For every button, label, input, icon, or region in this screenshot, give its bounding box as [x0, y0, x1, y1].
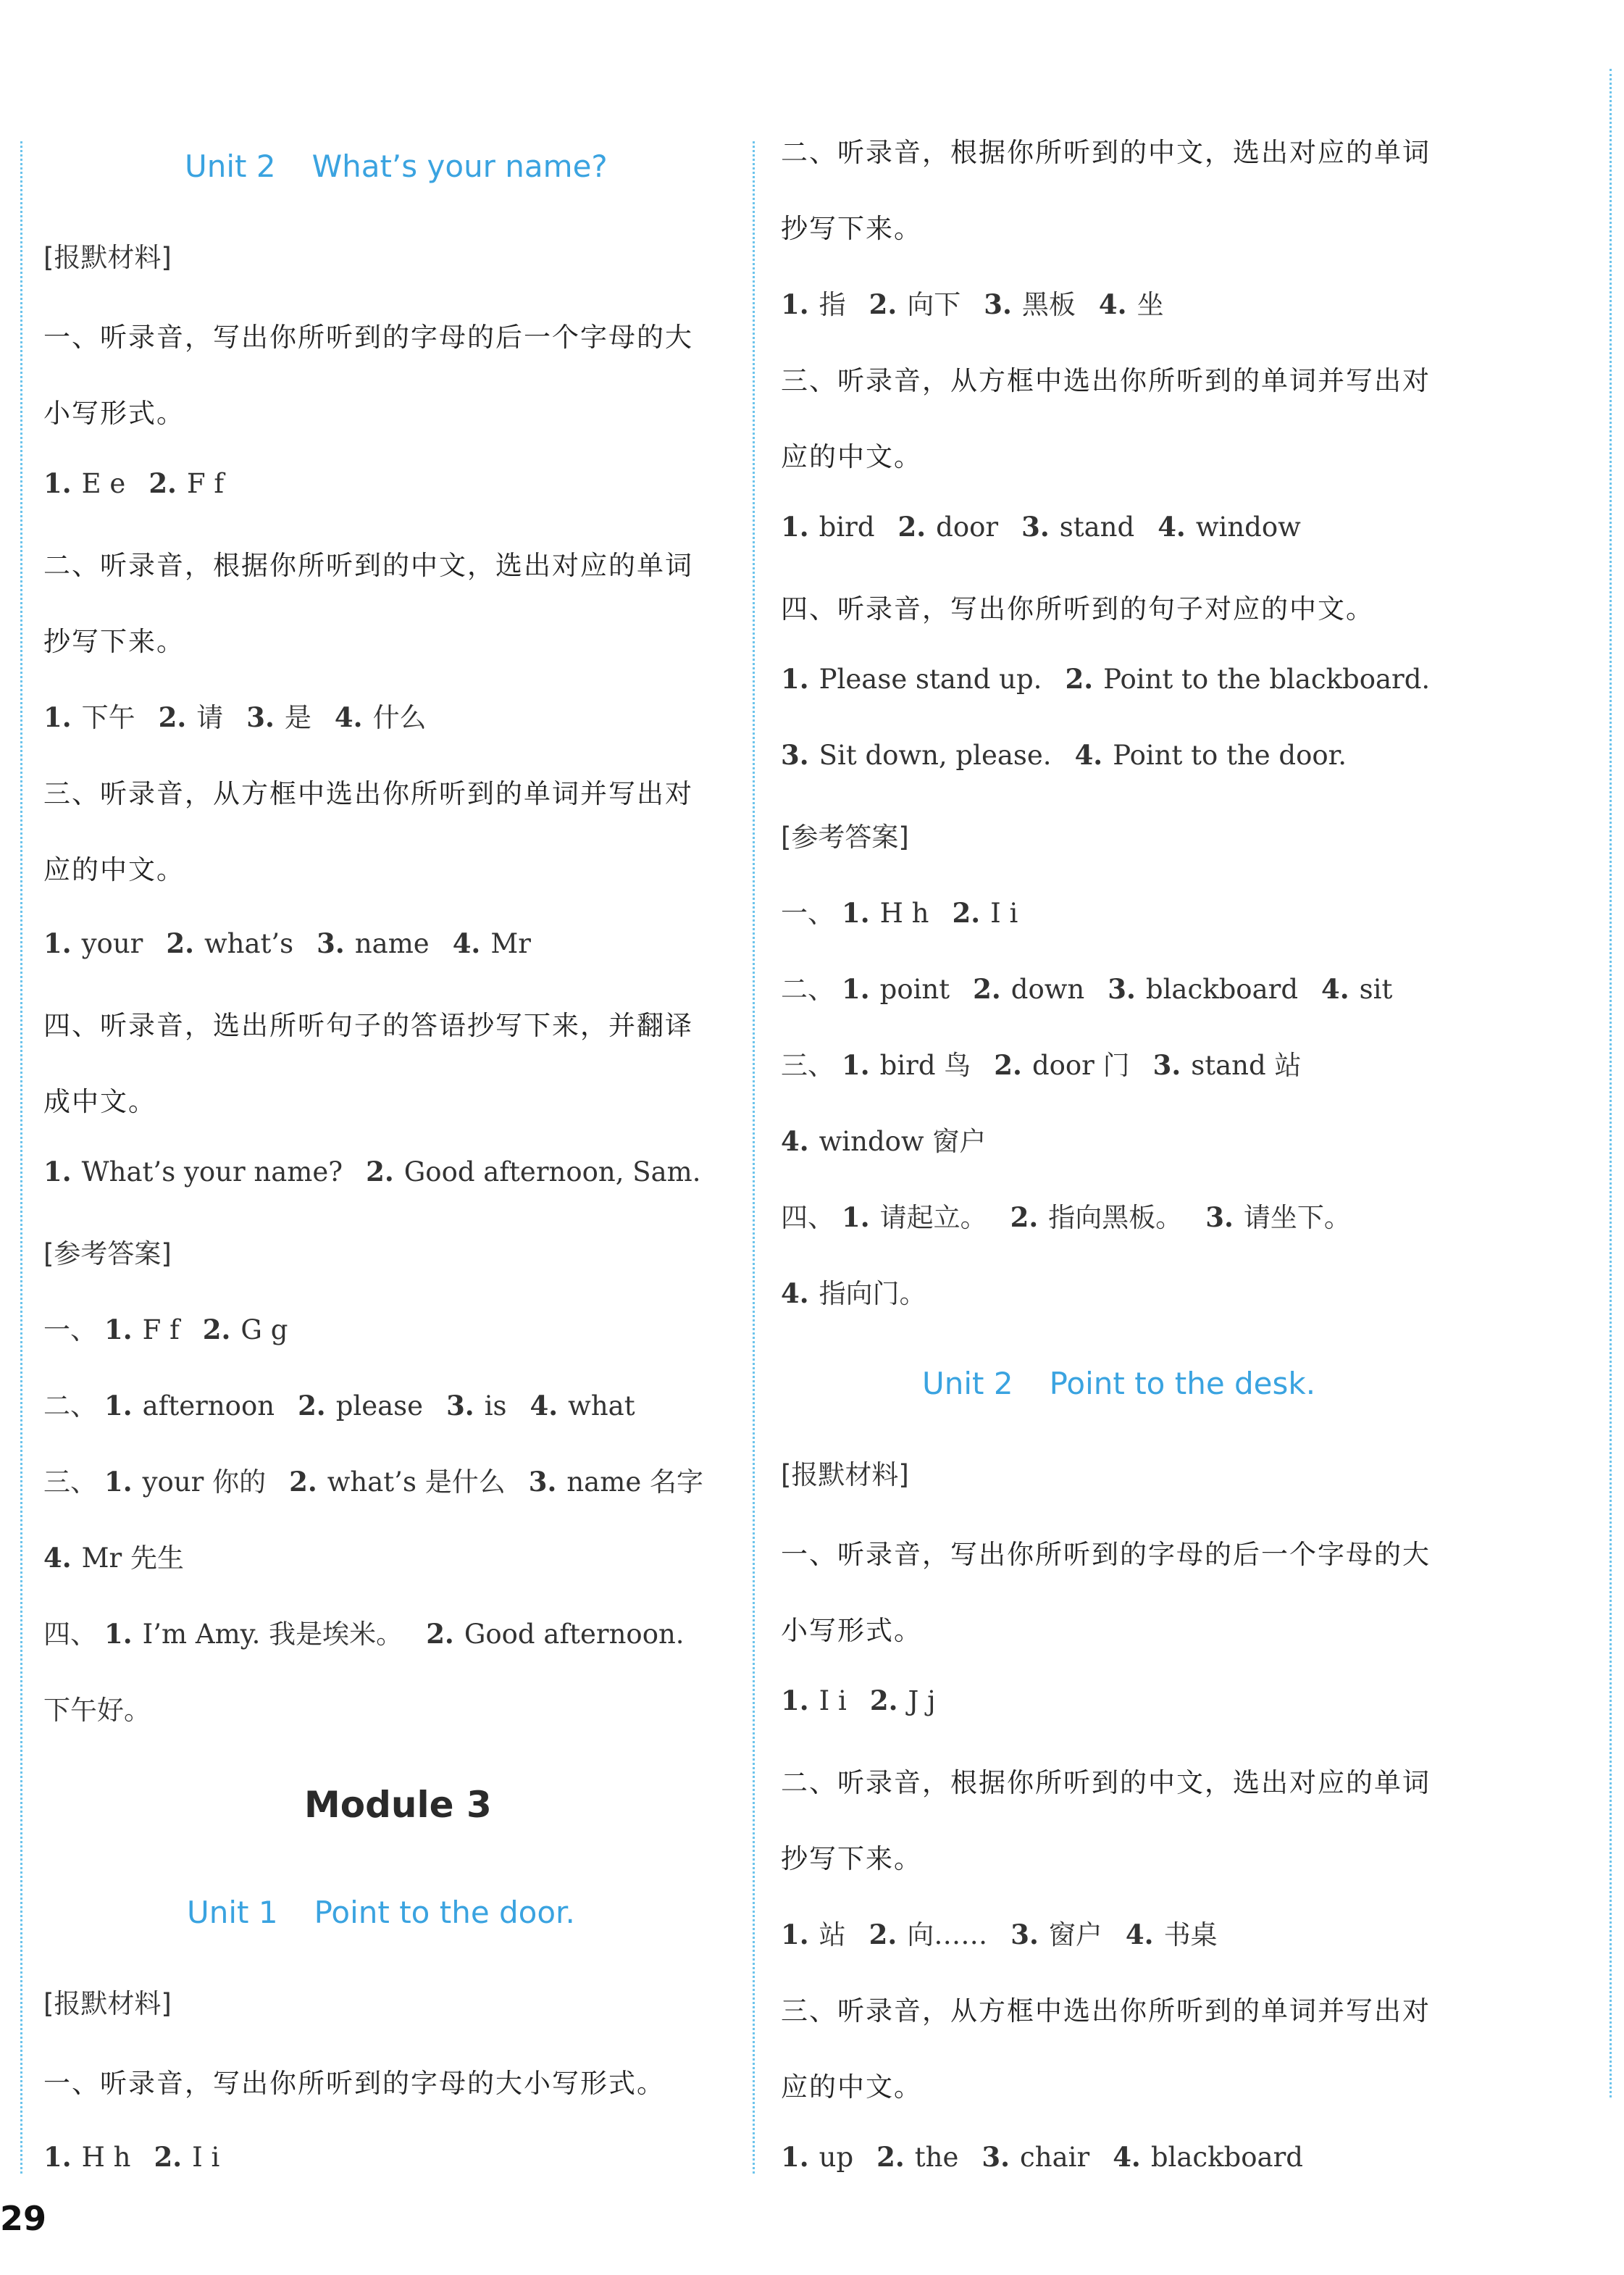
item-number: 1. — [781, 1919, 809, 1950]
item-text: up — [819, 2142, 854, 2173]
answer-line — [43, 1460, 703, 1499]
answer-item — [203, 1314, 288, 1345]
answer-item — [317, 927, 430, 959]
item-text: Good afternoon. — [464, 1619, 685, 1650]
answer-prefix: 三、 — [781, 1050, 834, 1081]
item-number: 1. — [104, 1314, 133, 1345]
answer-item — [781, 2141, 853, 2173]
item-number: 1. — [104, 1618, 133, 1650]
answer-item — [43, 696, 135, 735]
unit-label: Unit 2 — [185, 149, 276, 184]
answer-item — [43, 467, 125, 499]
item-number: 2. — [289, 1466, 317, 1498]
answer-item — [289, 1460, 506, 1499]
item-text: Point to the door. — [1113, 740, 1347, 771]
item-text: 指 — [819, 289, 846, 320]
item-number: 4. — [1074, 739, 1103, 771]
item-number: 1. — [781, 288, 809, 320]
unit-heading — [185, 149, 608, 184]
answer-item — [981, 2141, 1089, 2173]
answer-line — [781, 1685, 936, 1716]
item-text: I’m Amy. 我是埃米。 — [142, 1619, 403, 1650]
answer-line — [781, 1272, 926, 1311]
item-number: 2. — [869, 1685, 898, 1716]
item-number: 2. — [876, 2141, 905, 2173]
item-text: name 名字 — [566, 1466, 703, 1498]
item-text: H h — [81, 2142, 131, 2173]
answer-line — [781, 283, 1164, 322]
answer-item — [154, 2141, 220, 2173]
answer-item — [1108, 973, 1298, 1005]
question-line: 一、听录音，写出你所听到的字母的后一个字母的大 — [43, 322, 693, 353]
section-tag: [参考答案] — [781, 822, 909, 853]
item-number: 1. — [43, 927, 72, 959]
answer-item — [246, 696, 311, 735]
item-text: 下午 — [81, 702, 135, 733]
item-text: what’s 是什么 — [327, 1466, 506, 1498]
item-text: Point to the blackboard. — [1103, 664, 1431, 695]
item-number: 2. — [868, 288, 897, 320]
answer-item — [953, 897, 1018, 929]
item-text: door — [936, 512, 999, 543]
item-number: 1. — [842, 1201, 870, 1233]
item-text: bird 鸟 — [879, 1050, 971, 1081]
item-text: 指向门。 — [819, 1278, 926, 1309]
answer-item — [43, 1156, 343, 1187]
answer-line — [781, 1043, 1301, 1082]
item-text: G g — [240, 1314, 288, 1345]
section-tag: [报默材料] — [43, 1988, 172, 2019]
item-text: F f — [142, 1314, 180, 1345]
item-number: 1. — [781, 663, 809, 695]
item-text: What’s your name? — [81, 1156, 343, 1187]
item-number: 2. — [202, 1314, 231, 1345]
answer-item — [876, 2141, 958, 2173]
answer-item — [1158, 511, 1301, 543]
right-margin-divider — [1610, 69, 1612, 2097]
item-text: door 门 — [1031, 1050, 1130, 1081]
answer-item — [530, 1390, 635, 1422]
answer-line — [781, 1913, 1218, 1952]
item-text: chair — [1020, 2142, 1090, 2173]
item-number: 4. — [1113, 2141, 1141, 2173]
page-number: 29 — [0, 2199, 47, 2238]
item-text: name — [354, 928, 430, 959]
answer-item — [104, 1390, 275, 1422]
answer-item — [453, 927, 531, 959]
item-number: 2. — [897, 511, 926, 543]
left-margin-divider — [20, 141, 22, 2174]
answer-item — [781, 511, 875, 543]
item-number: 3. — [981, 2141, 1010, 2173]
item-text: 书桌 — [1163, 1919, 1218, 1950]
answer-item — [159, 696, 224, 735]
item-number: 2. — [1065, 663, 1094, 695]
answer-line — [43, 2141, 219, 2173]
item-number: 4. — [43, 1542, 72, 1574]
unit-heading — [922, 1366, 1315, 1401]
answer-item — [166, 927, 293, 959]
section-tag: [参考答案] — [43, 1238, 172, 1269]
item-number: 3. — [246, 701, 275, 733]
answer-item — [781, 283, 846, 322]
item-number: 4. — [781, 1125, 809, 1157]
item-number: 1. — [781, 1685, 809, 1716]
item-text: 什么 — [372, 702, 427, 733]
question-line: 一、听录音，写出你所听到的字母的后一个字母的大 — [781, 1539, 1431, 1570]
answer-prefix: 一、 — [43, 1314, 97, 1345]
item-number: 2. — [994, 1049, 1022, 1081]
item-text: Good afternoon, Sam. — [403, 1156, 701, 1187]
item-text: your — [81, 928, 143, 959]
item-text: F f — [186, 468, 225, 499]
item-text: H h — [879, 898, 929, 929]
item-number: 3. — [1108, 973, 1136, 1005]
item-number: 1. — [104, 1466, 133, 1498]
item-text: 窗户 — [1048, 1919, 1102, 1950]
answer-item — [104, 1314, 180, 1345]
item-text: Mr — [490, 928, 531, 959]
answer-line — [781, 739, 1347, 771]
answer-line — [781, 891, 1018, 930]
item-number: 1. — [842, 973, 870, 1005]
question-line: 小写形式。 — [781, 1615, 922, 1646]
answer-prefix: 一、 — [781, 898, 834, 929]
item-number: 1. — [781, 2141, 809, 2173]
answer-prefix: 三、 — [43, 1466, 97, 1498]
question-line: 三、听录音，从方框中选出你所听到的单词并写出对 — [43, 778, 693, 809]
answer-line — [43, 927, 531, 959]
unit-title: Point to the desk. — [1049, 1366, 1316, 1401]
question-line: 三、听录音，从方框中选出你所听到的单词并写出对 — [781, 1995, 1431, 2026]
unit-title: Point to the door. — [314, 1895, 575, 1930]
item-text: Please stand up. — [819, 664, 1042, 695]
center-column-divider — [753, 141, 755, 2174]
answer-prefix: 二、 — [781, 974, 834, 1005]
item-number: 4. — [1125, 1919, 1154, 1950]
item-number: 3. — [1010, 1919, 1039, 1950]
answer-line — [781, 1119, 986, 1159]
item-text: 请坐下。 — [1243, 1202, 1351, 1233]
item-number: 3. — [1152, 1049, 1181, 1081]
item-text: 坐 — [1137, 289, 1164, 320]
item-number: 3. — [1021, 511, 1050, 543]
item-text: Sit down, please. — [819, 740, 1052, 771]
answer-item — [446, 1390, 506, 1422]
item-text: what’s — [204, 928, 294, 959]
item-text: down — [1010, 974, 1085, 1005]
answer-item — [994, 1043, 1129, 1082]
item-number: 2. — [1010, 1201, 1039, 1233]
unit-title: What’s your name? — [311, 149, 608, 184]
item-number: 2. — [154, 2141, 183, 2173]
item-number: 2. — [166, 927, 194, 959]
answer-item — [104, 1460, 266, 1499]
item-text: sit — [1359, 974, 1393, 1005]
item-number: 2. — [298, 1390, 326, 1422]
answer-item — [781, 1119, 986, 1159]
answer-item — [869, 283, 961, 322]
question-line: 应的中文。 — [43, 854, 185, 885]
item-number: 4. — [530, 1390, 558, 1422]
item-text: J j — [908, 1685, 936, 1716]
answer-item — [426, 1618, 684, 1650]
answer-item — [1153, 1043, 1302, 1082]
item-text: Mr 先生 — [81, 1543, 184, 1574]
item-number: 3. — [984, 288, 1012, 320]
answer-item — [842, 1195, 987, 1235]
answer-item — [781, 663, 1042, 695]
item-text: bird — [819, 512, 875, 543]
item-number: 3. — [1205, 1201, 1234, 1233]
answer-item — [104, 1612, 403, 1651]
answer-item — [781, 1913, 846, 1952]
answer-line — [43, 1536, 184, 1575]
answer-item — [148, 467, 224, 499]
unit-label: Unit 2 — [922, 1366, 1013, 1401]
item-number: 1. — [43, 701, 72, 733]
item-text: I i — [192, 2142, 220, 2173]
answer-item — [781, 739, 1052, 771]
answer-prefix: 二、 — [43, 1390, 97, 1422]
question-line: 二、听录音，根据你所听到的中文，选出对应的单词 — [781, 1767, 1431, 1798]
question-line: 小写形式。 — [43, 398, 185, 429]
item-text: please — [335, 1390, 424, 1422]
item-text: 是 — [284, 702, 311, 733]
question-line: 四、听录音，写出你所听到的句子对应的中文。 — [781, 593, 1374, 625]
item-number: 4. — [1321, 973, 1349, 1005]
answer-item — [529, 1460, 703, 1499]
answer-item — [870, 1685, 936, 1716]
question-line: 应的中文。 — [781, 2071, 922, 2103]
item-number: 3. — [317, 927, 345, 959]
item-number: 2. — [868, 1919, 897, 1950]
answer-item — [842, 973, 950, 1005]
answer-line — [781, 2141, 1303, 2173]
answer-item — [1113, 2141, 1303, 2173]
item-text: blackboard — [1150, 2142, 1303, 2173]
item-number: 2. — [366, 1156, 394, 1187]
item-number: 2. — [148, 467, 177, 499]
answer-line — [781, 511, 1301, 543]
item-text: what — [568, 1390, 635, 1422]
section-tag: [报默材料] — [781, 1459, 909, 1490]
answer-item — [43, 927, 143, 959]
question-line: 抄写下来。 — [43, 626, 185, 657]
answer-line — [43, 1156, 701, 1187]
item-text: 黑板 — [1021, 289, 1076, 320]
question-line: 应的中文。 — [781, 441, 922, 472]
unit-label: Unit 1 — [187, 1895, 278, 1930]
item-text: 向…… — [907, 1919, 988, 1950]
item-number: 1. — [842, 1049, 870, 1081]
item-text: 请 — [196, 702, 224, 733]
unit-heading — [187, 1895, 575, 1930]
item-number: 1. — [781, 511, 809, 543]
item-number: 4. — [452, 927, 481, 959]
answer-item — [366, 1156, 700, 1187]
answer-item — [298, 1390, 423, 1422]
item-text: stand — [1059, 512, 1135, 543]
question-line: 三、听录音，从方框中选出你所听到的单词并写出对 — [781, 365, 1431, 396]
answer-item — [43, 2141, 131, 2173]
item-text: your 你的 — [142, 1466, 267, 1498]
answer-line — [43, 696, 427, 735]
answer-item — [1099, 283, 1164, 322]
question-line: 一、听录音，写出你所听到的字母的大小写形式。 — [43, 2068, 665, 2099]
question-line: 四、听录音，选出所听句子的答语抄写下来，并翻译 — [43, 1010, 693, 1041]
question-line: 二、听录音，根据你所听到的中文，选出对应的单词 — [781, 137, 1431, 168]
item-text: window 窗户 — [819, 1126, 987, 1157]
item-number: 3. — [446, 1390, 474, 1422]
left-column — [43, 0, 746, 2275]
answer-item — [869, 1913, 988, 1952]
answer-line — [781, 1195, 1351, 1235]
question-line: 抄写下来。 — [781, 1843, 922, 1874]
answer-line — [43, 1308, 288, 1347]
answer-line — [781, 663, 1430, 695]
answer-item — [781, 1272, 926, 1311]
item-text: the — [914, 2142, 959, 2173]
item-text: 站 — [819, 1919, 846, 1950]
answer-item — [43, 1688, 151, 1727]
question-line: 二、听录音，根据你所听到的中文，选出对应的单词 — [43, 550, 693, 581]
item-text: stand 站 — [1191, 1050, 1302, 1081]
answer-line — [43, 467, 224, 499]
answer-item — [1126, 1913, 1218, 1952]
question-line: 成中文。 — [43, 1086, 156, 1117]
question-line: 抄写下来。 — [781, 213, 922, 244]
item-text: point — [879, 974, 950, 1005]
answer-item — [842, 897, 929, 929]
answer-item — [984, 283, 1076, 322]
item-text: is — [484, 1390, 507, 1422]
item-number: 4. — [781, 1277, 809, 1309]
item-text: window — [1195, 512, 1301, 543]
answer-line — [43, 1688, 151, 1727]
item-number: 4. — [1098, 288, 1127, 320]
item-text: 向下 — [907, 289, 961, 320]
item-number: 1. — [43, 467, 72, 499]
answer-item — [1010, 1195, 1183, 1235]
item-number: 3. — [528, 1466, 557, 1498]
answer-prefix: 四、 — [781, 1202, 834, 1233]
item-number: 2. — [426, 1618, 454, 1650]
item-text: 指向黑板。 — [1048, 1202, 1183, 1233]
item-number: 1. — [43, 2141, 72, 2173]
answer-item — [335, 696, 427, 735]
item-number: 3. — [781, 739, 809, 771]
item-number: 1. — [43, 1156, 72, 1187]
item-number: 1. — [104, 1390, 133, 1422]
answer-line — [43, 1384, 635, 1423]
answer-item — [1010, 1913, 1102, 1952]
answer-item — [1075, 739, 1347, 771]
item-text: 下午好。 — [43, 1695, 151, 1726]
item-text: blackboard — [1145, 974, 1299, 1005]
item-number: 2. — [158, 701, 187, 733]
answer-item — [898, 511, 999, 543]
item-number: 2. — [952, 897, 981, 929]
answer-line — [781, 967, 1392, 1006]
item-text: afternoon — [142, 1390, 275, 1422]
answer-item — [1021, 511, 1134, 543]
item-text: E e — [81, 468, 126, 499]
answer-item — [43, 1536, 184, 1575]
section-tag: [报默材料] — [43, 242, 172, 273]
answer-prefix: 四、 — [43, 1619, 97, 1650]
answer-item — [1065, 663, 1430, 695]
module-heading: Module 3 — [304, 1784, 492, 1826]
right-column — [781, 0, 1483, 2275]
item-number: 4. — [1158, 511, 1186, 543]
item-number: 4. — [334, 701, 363, 733]
item-text: 请起立。 — [879, 1202, 987, 1233]
answer-item — [973, 973, 1084, 1005]
answer-item — [1205, 1195, 1351, 1235]
item-text: I i — [819, 1685, 847, 1716]
answer-item — [781, 1685, 847, 1716]
item-number: 2. — [973, 973, 1001, 1005]
answer-line — [43, 1612, 685, 1651]
item-text: I i — [990, 898, 1018, 929]
item-number: 1. — [842, 897, 870, 929]
answer-item — [1321, 973, 1392, 1005]
answer-item — [842, 1043, 971, 1082]
